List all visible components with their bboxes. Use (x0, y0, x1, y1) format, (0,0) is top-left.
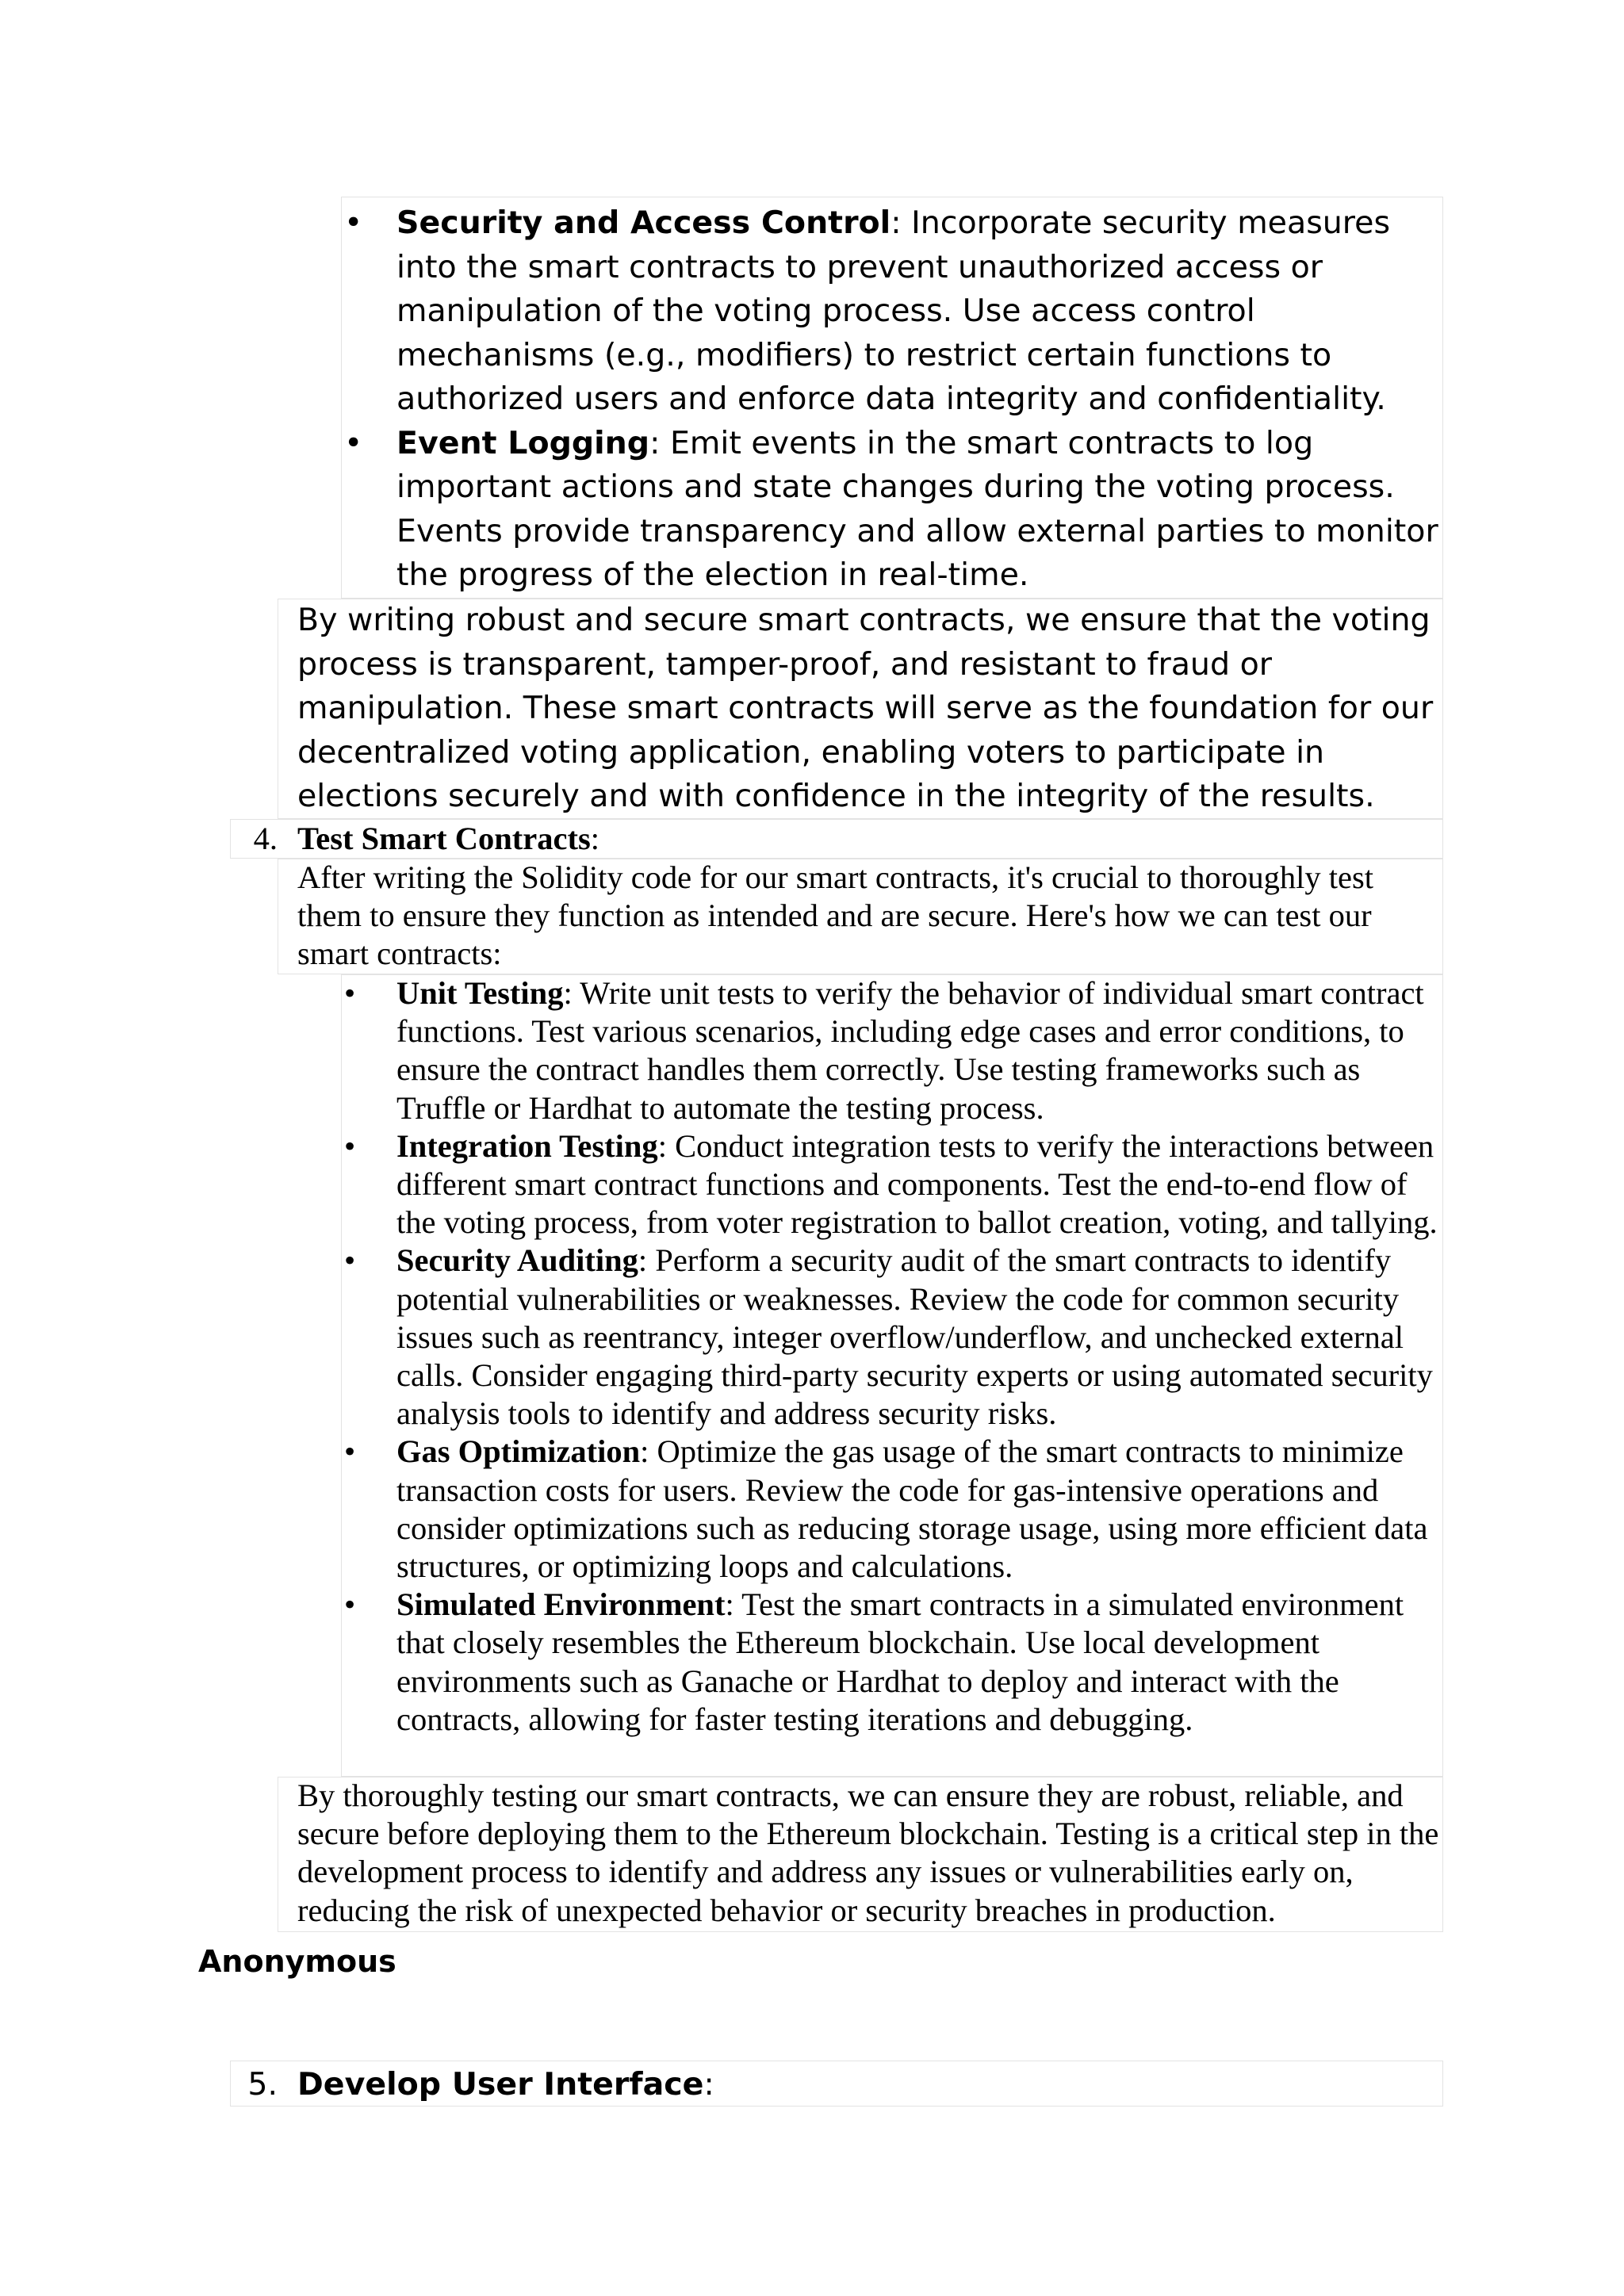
section4-bullet-list (344, 974, 1439, 1739)
bullet-icon: • (344, 424, 363, 461)
bullet-text: : Incorporate security measures into the smart contracts to prevent unauthorized access or manipulation of the voting process. Use access control mechanisms (e.g., modifiers) to restrict certain functions to authorized users and enforce data integrity and confidentiality. (396, 205, 1391, 417)
bullet-text: : Optimize the gas usage of the smart contracts to minimize transaction costs for users. Review the code for gas-intensive operations and consider optimizations such as reducing storage usage, using more efficient data structures, or optimizing loops and calculations. (396, 1433, 1428, 1585)
bullet-title: Security and Access Control (396, 205, 891, 241)
bullet-icon: • (344, 1586, 356, 1623)
bullet-title: Gas Optimization (396, 1433, 641, 1470)
bullet-text: : Test the smart contracts in a simulated environment that closely resembles the Ethereum blockchain. Use local development environments such as Ganache or Hardhat to deploy and interact with the contracts, allowing for faster testing iterations and debugging. (396, 1586, 1404, 1737)
section5-heading (297, 2063, 1408, 2107)
bullet-title: Security Auditing (396, 1242, 638, 1279)
list-item (344, 1242, 1439, 1433)
section4-closing-paragraph: By thoroughly testing our smart contracts, we can ensure they are robust, reliable, and secure before deploying them to the Ethereum blockchain. Testing is a critical step in the development process to identify and address any issues or vulnerabilities early on, reducing the risk of unexpected behavior or security breaches in production. (297, 1777, 1439, 1928)
section4-title-suffix: : (590, 821, 599, 856)
author-label: Anonymous (198, 1944, 396, 1979)
bullet-icon: • (344, 1127, 356, 1164)
list-item (344, 422, 1443, 598)
bullet-title: Integration Testing (396, 1127, 658, 1164)
bullet-title: Simulated Environment (396, 1586, 726, 1623)
list-item (344, 974, 1439, 1127)
bullet-title: Event Logging (396, 424, 650, 461)
section5-number: 5. (247, 2066, 278, 2103)
list-item (344, 201, 1443, 422)
list-item (344, 1433, 1439, 1586)
bullet-icon: • (344, 975, 356, 1011)
section5-title: Develop User Interface (297, 2066, 704, 2103)
section3-closing-paragraph: By writing robust and secure smart contracts, we ensure that the voting process is transparent, tamper-proof, and resistant to fraud or manipulation. These smart contracts will serve as the foundation for our decentralized voting application, enabling voters to participate in elections securely and with confidence in the integrity of the results. (297, 602, 1434, 814)
list-item (344, 1127, 1439, 1242)
bullet-icon: • (344, 1433, 356, 1470)
bullet-title: Unit Testing (396, 975, 564, 1011)
section4-number: 4. (253, 821, 278, 856)
section3-bullet-list (344, 201, 1443, 598)
bullet-text: : Emit events in the smart contracts to log important actions and state changes during the voting process. Events provide transparency and allow external parties to monitor the progress of the election in real-time. (396, 424, 1438, 593)
bullet-text: : Conduct integration tests to verify the interactions between different smart contract functions and components. Test the end-to-end flow of the voting process, from voter registration to ballot creation, voting, and tallying. (396, 1127, 1438, 1241)
section4-intro: After writing the Solidity code for our smart contracts, it's crucial to thoroughly test them to ensure they function as intended and are secure. Here's how we can test our smart contracts: (297, 859, 1373, 972)
bullet-icon: • (344, 205, 363, 241)
list-item (344, 1586, 1439, 1739)
section4-heading (297, 820, 1408, 858)
section4-title: Test Smart Contracts (297, 821, 591, 856)
bullet-text: : Perform a security audit of the smart contracts to identify potential vulnerabilities or weaknesses. Review the code for common security issues such as reentrancy, integer overflow/underflow, and unchecked external calls. Consider engaging third-party security experts or using automated security analysis tools to identify and address security risks. (396, 1242, 1433, 1432)
bullet-text: : Write unit tests to verify the behavior of individual smart contract functions. Test various scenarios, including edge cases and error conditions, to ensure the contract handles them correctly. Use testing frameworks such as Truffle or Hardhat to automate the testing process. (396, 975, 1424, 1126)
section5-title-suffix: : (703, 2066, 714, 2103)
bullet-icon: • (344, 1242, 356, 1279)
